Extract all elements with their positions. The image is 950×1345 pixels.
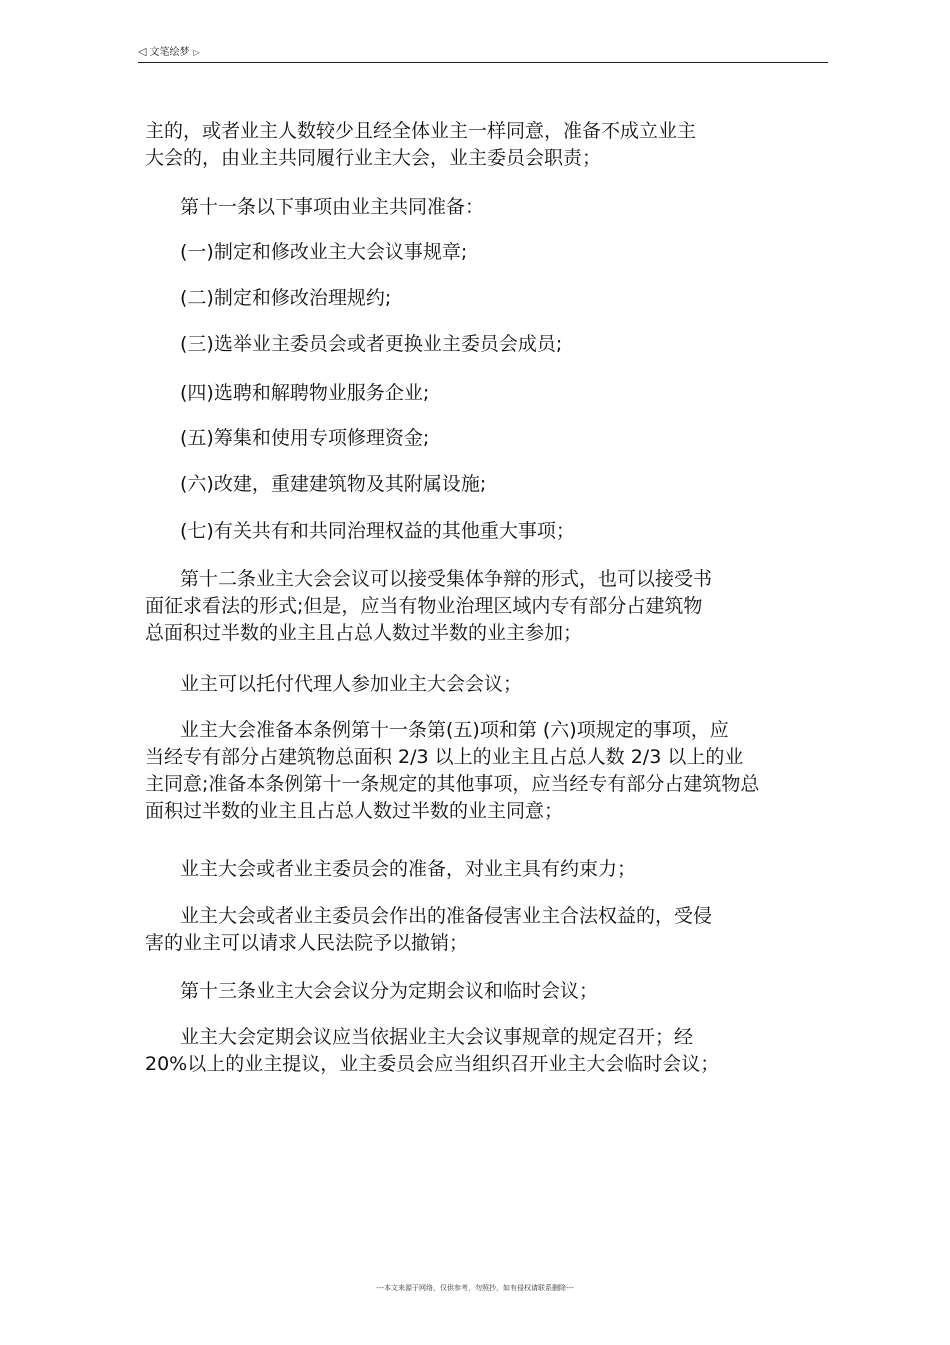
list-item-4 [145,380,429,407]
text-line: 业主大会定期会议应当依据业主大会议事规章的规定召开；经 [180,1026,694,1048]
paragraph-article-11 [145,194,484,221]
text-line: 主同意;准备本条例第十一条规定的其他事项，应当经专有部分占建筑物总 [145,773,760,795]
text-line: 20%以上的业主提议，业主委员会应当组织召开业主大会临时会议； [145,1053,720,1075]
text-line: 业主大会或者业主委员会的准备，对业主具有约束力； [180,858,637,880]
list-item-7 [145,518,575,545]
text-line: 面积过半数的业主且占总人数过半数的业主同意； [145,800,564,822]
list-item-5 [145,425,429,452]
text-line: 害的业主可以请求人民法院予以撤销； [145,932,469,954]
text-line: 总面积过半数的业主且占总人数过半数的业主参加； [145,622,583,644]
paragraph-proxy [145,671,522,698]
triangle-left-icon: ◁ [138,45,147,58]
list-item-1 [145,239,467,266]
text-line: 大会的，由业主共同履行业主大会，业主委员会职责； [145,147,602,169]
text-line: (一)制定和修改业主大会议事规章; [180,241,468,263]
triangle-right-icon: ▷ [193,48,200,57]
text-line: (三)选举业主委员会或者更换业主委员会成员; [180,333,563,355]
text-line: 第十一条以下事项由业主共同准备： [180,196,485,218]
paragraph-voting-rules [145,717,759,825]
text-line: (五)筹集和使用专项修理资金; [180,427,430,449]
text-line: 第十三条业主大会会议分为定期会议和临时会议； [180,980,599,1002]
text-line: (二)制定和修改治理规约; [180,287,392,309]
text-line: 当经专有部分占建筑物总面积 2/3 以上的业主且占总人数 2/3 以上的业 [145,746,744,768]
text-line: 面征求看法的形式;但是，应当有物业治理区域内专有部分占建筑物 [145,595,703,617]
text-line: (六)改建，重建建筑物及其附属设施; [180,473,487,495]
text-line: 第十二条业主大会会议可以接受集体争辩的形式，也可以接受书 [180,568,713,590]
text-line: 业主大会准备本条例第十一条第(五)项和第 (六)项规定的事项，应 [180,719,729,741]
list-item-2 [145,285,391,312]
paragraph-article-13 [145,978,598,1005]
paragraph-revocation [145,903,712,957]
text-line: (四)选聘和解聘物业服务企业; [180,382,430,404]
header-title: 文笔绘梦 [149,47,190,58]
paragraph-continuation [145,118,696,172]
header-brand [138,46,200,59]
page-footer: ---本文来源于网络，仅供参考，勿照抄，如有侵权请联系删除--- [376,1284,574,1292]
paragraph-article-12 [145,566,712,647]
text-line: 主的，或者业主人数较少且经全体业主一样同意，准备不成立业主 [145,120,697,142]
list-item-3 [145,331,562,358]
text-line: (七)有关共有和共同治理权益的其他重大事项； [180,520,575,542]
page-header [138,46,828,63]
text-line: 业主可以托付代理人参加业主大会会议； [180,673,523,695]
list-item-6 [145,471,486,498]
text-line: 业主大会或者业主委员会作出的准备侵害业主合法权益的，受侵 [180,905,713,927]
paragraph-binding-force [145,856,636,883]
paragraph-meetings [145,1024,719,1078]
